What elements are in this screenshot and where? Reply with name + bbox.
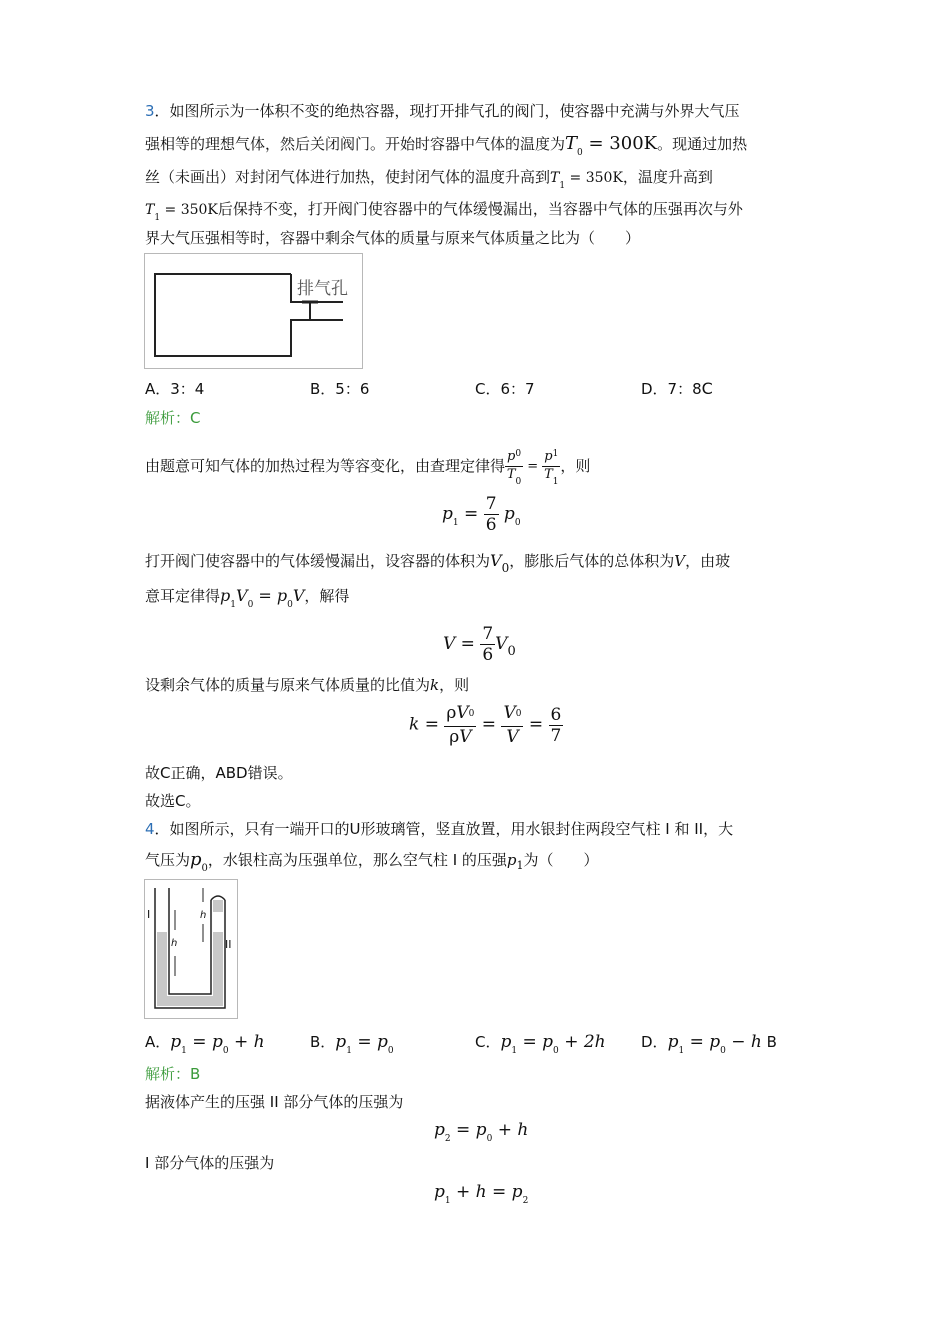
q3-sol-line-4: 设剩余气体的质量与原来气体质量的比值为k，则 [145,676,470,694]
q3-container-figure [144,253,363,369]
q3-line-4 [145,199,743,222]
label-i: I [147,908,151,921]
boyle-law-eq: $p_1V_0 = p_0V$ [220,586,305,610]
q3-conclusion-1: 故C正确，ABD错误。 [145,764,293,782]
q3-line-5 [145,228,640,248]
q4-line-1: 4．如图所示，只有一端开口的U形玻璃管，竖直放置，用水银封住两段空气柱 I 和 II，大 [145,820,734,838]
q4-line-2: 气压为$p_0$，水银柱高为压强单位，那么空气柱 I 的压强$p_1$为（ ） [145,849,599,874]
q3-option-d: D．7：8C [641,379,713,398]
q3-conclusion-2: 故选C。 [145,792,201,810]
q3-option-b: B．5：6 [310,380,370,398]
q4-option-d: D．$p_1 = p_0 - h$ B [641,1032,777,1056]
label-ii: II [225,938,232,951]
q3-text-4b: 后保持不变，打开阀门使容器中的气体缓慢漏出，当容器中气体的压强再次与外 [217,200,743,218]
q3-text-2a: 强相等的理想气体，然后关闭阀门。开始时容器中气体的温度为 [145,135,566,153]
container-diagram [145,254,362,368]
eq-k: k = $\frac{\rho V0}{\rho V}$ = $\frac{V0}{V}$ = $\frac{6}{7}$ [409,703,562,747]
q4-analysis-label: 解析：B [145,1065,201,1083]
q4-option-c: C．$p_1 = p_0 + 2h$ [475,1032,606,1056]
q3-t1-again: $T_1 = 350K$ [145,202,218,223]
q3-line-2 [145,134,747,157]
q3-text-3b: ，温度升高到 [622,168,713,186]
label-h-left: h [171,938,178,949]
q3-option-c: C．6：7 [475,380,535,398]
q4-u-tube-figure [144,879,238,1019]
q3-analysis-label: 解析：C [145,409,201,427]
q4-sol-line-2: I 部分气体的压强为 [145,1154,275,1172]
q3-text-2b: 。现通过加热 [657,135,748,153]
q3-options [145,379,845,399]
q3-text-5: 界大气压强相等时，容器中剩余气体的质量与原来气体质量之比为（ ） [145,229,641,247]
q3-sol-line-1: 由题意可知气体的加热过程为等容变化，由查理定律得 $\frac{p^0}{T_0}$ = $\frac{p^1}{T_1}$ ，则 [145,449,591,487]
q4-sol-line-1: 据液体产生的压强 II 部分气体的压强为 [145,1093,404,1111]
q3-sol-line-2: 打开阀门使容器中的气体缓慢漏出，设容器的体积为$V_0$，膨胀后气体的总体积为V，由玻 [145,551,731,575]
q3-line-3 [145,167,713,190]
q3-t0: $T_0 = 300K$ [565,133,658,158]
eq-p1-h: $p_1 + h = p_2$ [434,1182,529,1206]
q4-number: 4 [145,820,155,838]
q3-text-3a: 丝（未画出）对封闭气体进行加热，使封闭气体的温度升高到 [145,168,551,186]
q4-option-b: B．$p_1 = p_0$ [310,1032,394,1056]
eq-p2: $p_2 = p_0 + h$ [434,1120,529,1144]
q3-t1: $T_1 = 350K$ [550,170,623,191]
q3-text-1: ．如图所示为一体积不变的绝热容器，现打开排气孔的阀门，使容器中充满与外界大气压 [154,102,740,120]
eq-p1: $p_1$ = $\frac{7}{6}$ $p_0$ [442,494,521,535]
eq-v: V = $\frac{7}{6}$ $V_0$ [443,624,516,665]
q4-options [145,1028,845,1054]
charles-law-eq: $\frac{p^0}{T_0}$ = $\frac{p^1}{T_1}$ [506,449,559,487]
u-tube-diagram [145,880,237,1018]
exhaust-port-label: 排气孔 [297,279,348,299]
q4-option-a: A．$p_1 = p_0 + h$ [145,1032,265,1056]
q3-line-1 [145,101,740,121]
q3-number: 3 [145,102,155,120]
label-h-right: h [200,910,207,921]
q3-sol-line-3: 意耳定律得$p_1V_0 = p_0V$，解得 [145,586,350,610]
q3-option-a: A．3：4 [145,380,205,398]
